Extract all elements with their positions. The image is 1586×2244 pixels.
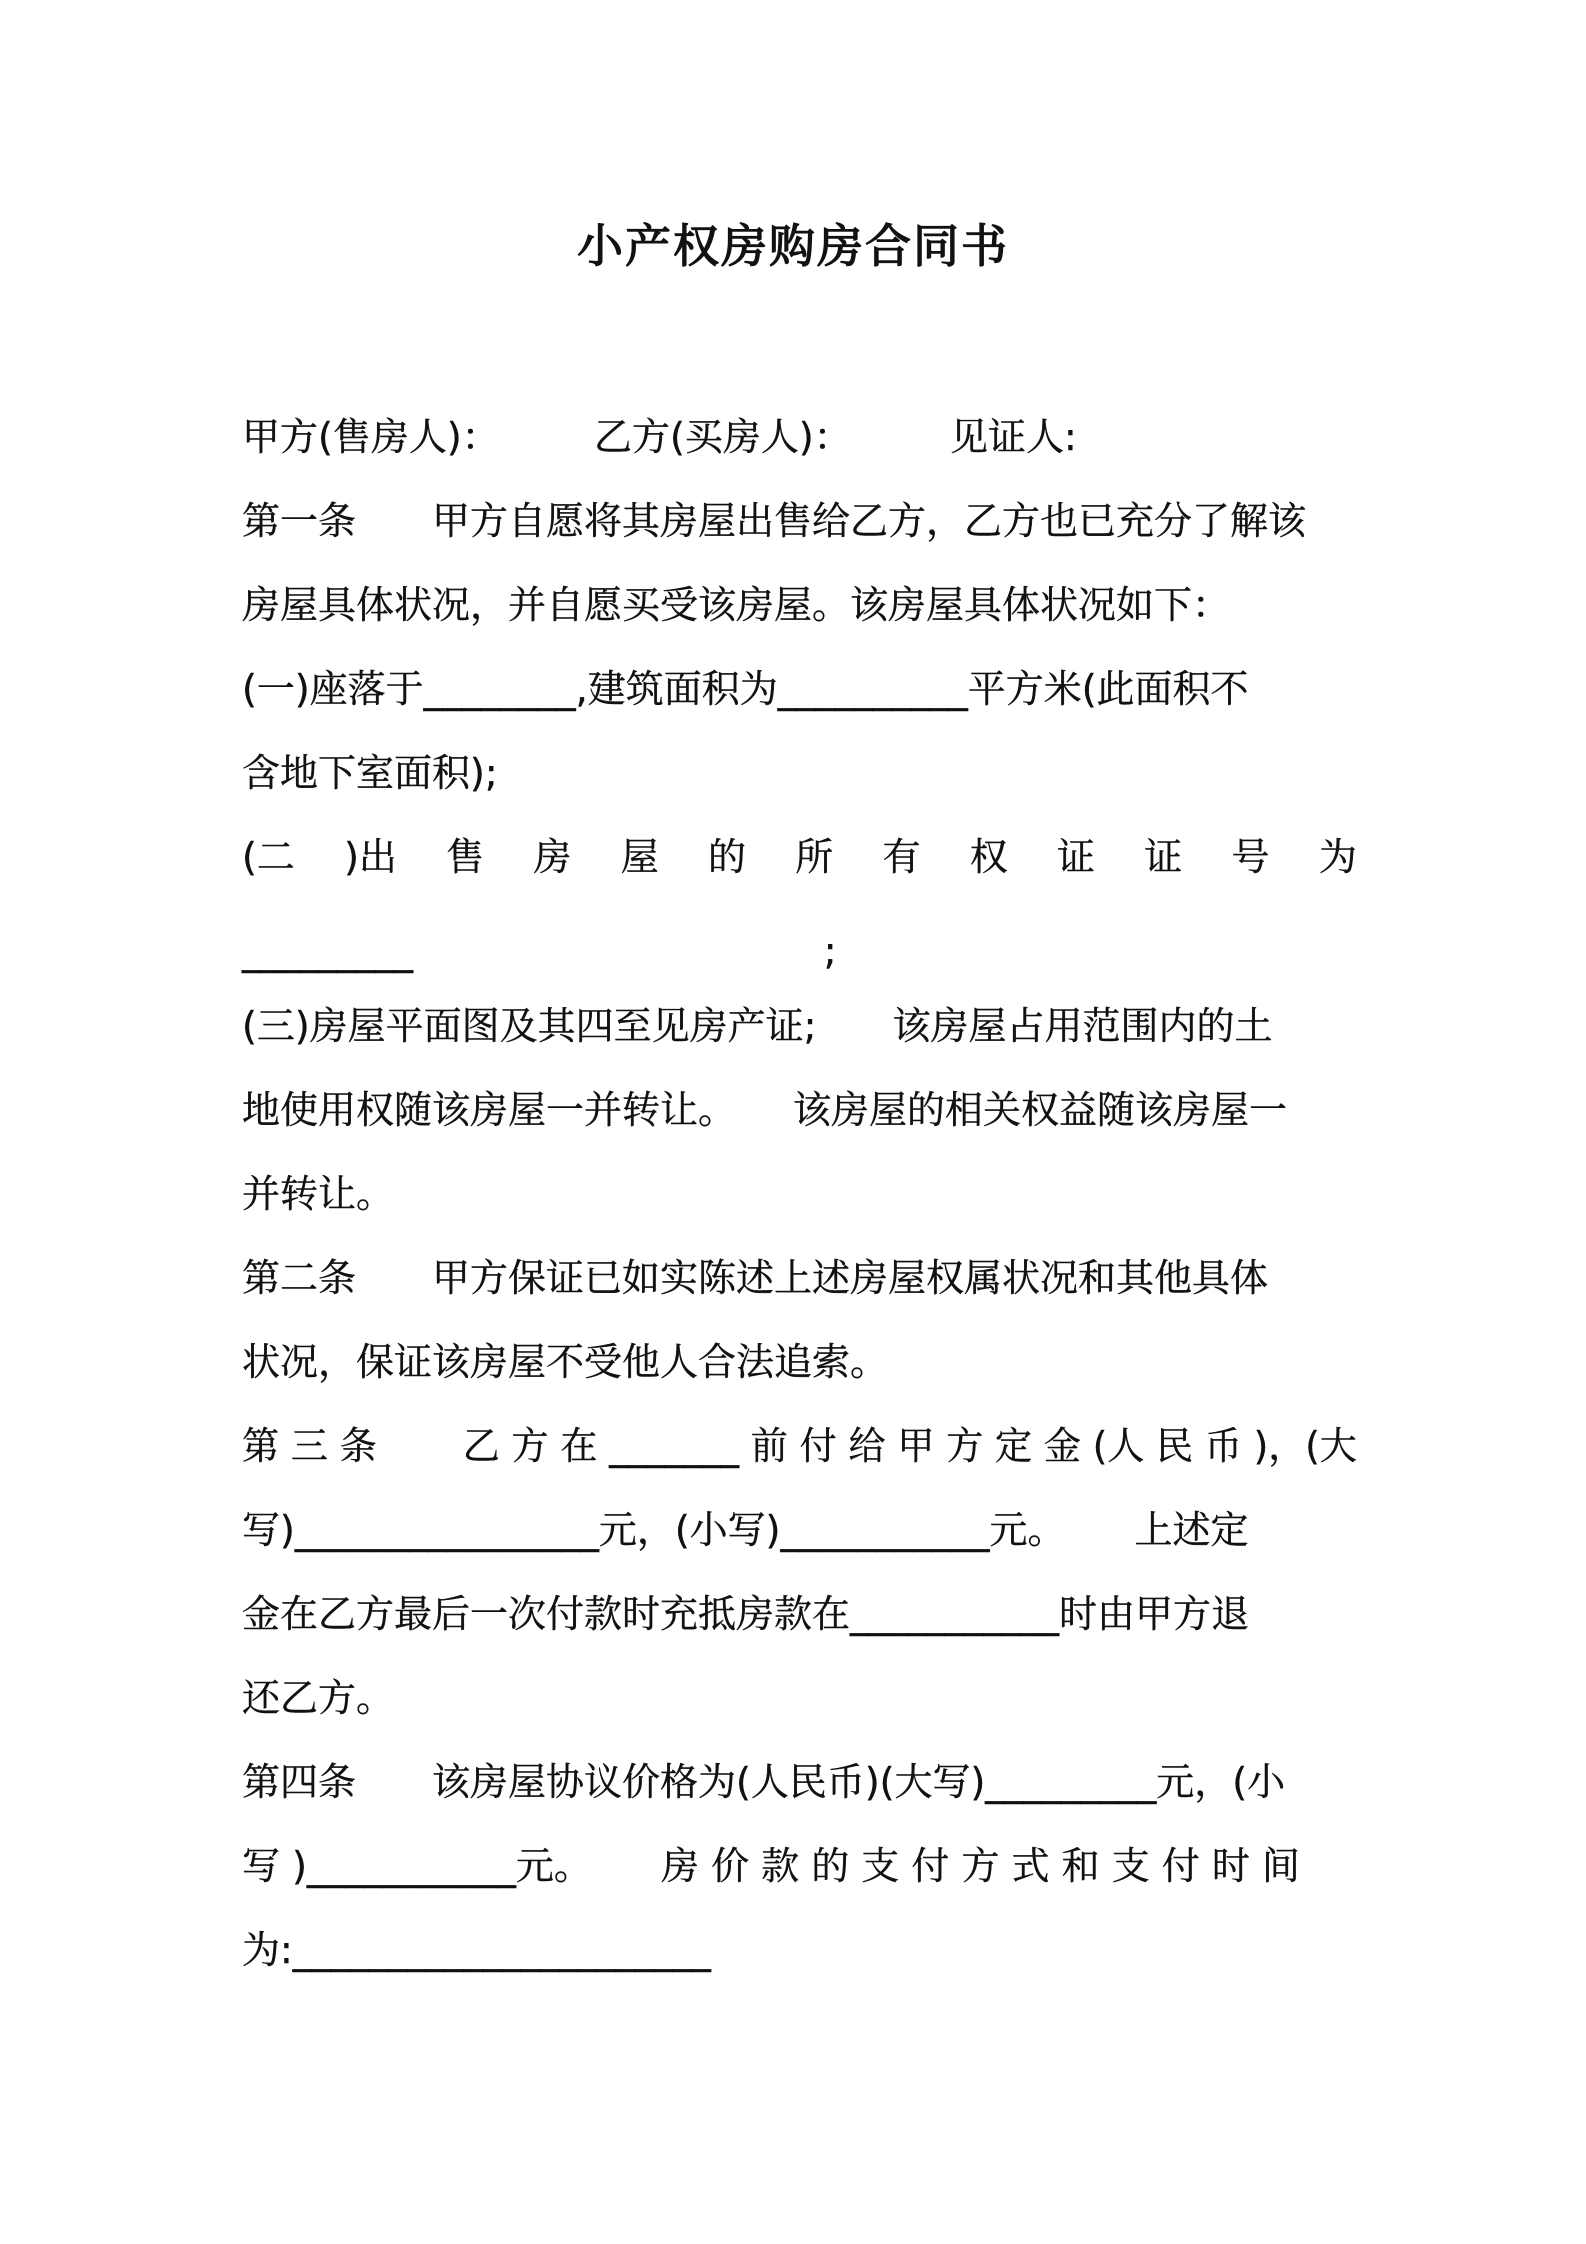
clause-2-line-1: 第二条 甲方保证已如实陈述上述房屋权属状况和其他具体: [242, 1256, 1269, 1300]
clause-1-line-1: 第一条 甲方自愿将其房屋出售给乙方，乙方也已充分了解该: [242, 499, 1307, 543]
clause-1-item-3-line-1: (三)房屋平面图及其四至见房产证; 该房屋占用范围内的土: [242, 1004, 1273, 1048]
clause-4-line-3: 为:______________________: [242, 1928, 711, 1972]
clause-2-line-2: 状况，保证该房屋不受他人合法追索。: [242, 1340, 889, 1384]
item-2-char: 为: [1318, 835, 1357, 879]
item-2-char: 房: [533, 835, 572, 879]
document-title: 小产权房购房合同书: [577, 219, 1009, 273]
clause-4-line-2: 写 )___________元。 房 价 款 的 支 付 方 式 和 支 付 时 间: [242, 1844, 1300, 1888]
item-2-char: 证: [1057, 835, 1096, 879]
clause-1-item-2-line-1: [242, 831, 1357, 883]
item-2-char: 权: [969, 835, 1008, 879]
clause-1-item-2-line-2: _________ ;: [242, 929, 837, 973]
item-2-char: 售: [446, 835, 485, 879]
clause-4-line-1: 第四条 该房屋协议价格为(人民币)(大写)_________元，(小: [242, 1760, 1286, 1804]
item-2-char: 屋: [620, 835, 659, 879]
clause-1-item-3-line-2: 地使用权随该房屋一并转让。 该房屋的相关权益随该房屋一: [242, 1088, 1288, 1132]
clause-3-line-2: 写)________________元，(小写)___________元。 上述定: [242, 1508, 1249, 1552]
clause-3-line-1: 第 三 条 乙 方 在 _______ 前 付 给 甲 方 定 金 (人 民 币 )，(大: [242, 1424, 1357, 1468]
clause-1-item-1-line-2: 含地下室面积);: [242, 751, 498, 795]
party-b-label: 乙方(买房人)：: [594, 415, 852, 459]
clause-3-line-3: 金在乙方最后一次付款时充抵房款在___________时由甲方退: [242, 1592, 1250, 1636]
party-a-label: 甲方(售房人)：: [242, 415, 500, 459]
clause-1-item-3-line-3: 并转让。: [242, 1172, 395, 1216]
parties-line: [242, 411, 1357, 463]
item-2-char: 证: [1144, 835, 1183, 879]
item-2-char: (二: [242, 835, 295, 879]
item-2-char: 号: [1231, 835, 1270, 879]
clause-1-item-1-line-1: (一)座落于________,建筑面积为__________平方米(此面积不: [242, 667, 1249, 711]
item-2-char: 所: [795, 835, 834, 879]
witness-label: 见证人:: [950, 415, 1077, 459]
clause-1-line-2: 房屋具体状况，并自愿买受该房屋。该房屋具体状况如下：: [242, 583, 1231, 627]
item-2-char: 有: [882, 835, 921, 879]
clause-3-line-4: 还乙方。: [242, 1676, 395, 1720]
item-2-char: 的: [707, 835, 746, 879]
item-2-char: )出: [344, 835, 397, 879]
